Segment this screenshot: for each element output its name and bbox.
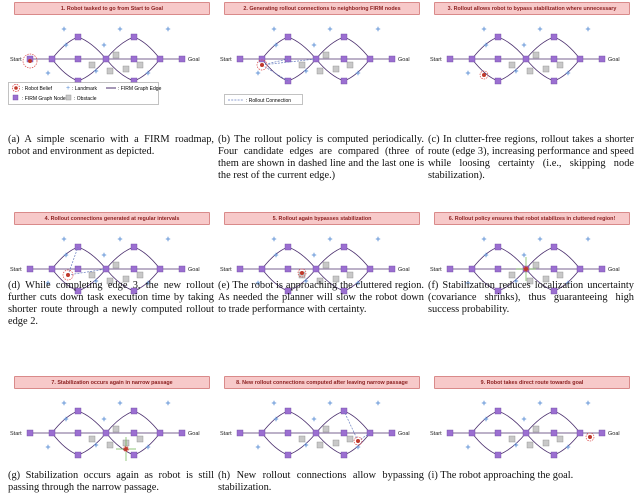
firm-graph-b — [218, 15, 424, 93]
firm-graph-node — [367, 266, 373, 272]
firm-graph-node — [103, 56, 109, 62]
panel-banner: 8. New rollout connections computed after leaving narrow passage — [224, 376, 420, 389]
firm-graph-node — [259, 56, 265, 62]
rollout-legend — [224, 94, 304, 106]
firm-graph-node — [103, 430, 109, 436]
firm-graph-node — [49, 430, 55, 436]
firm-graph-node — [495, 34, 501, 40]
firm-graph-edge — [288, 411, 316, 433]
firm-graph-node — [131, 56, 137, 62]
firm-graph-node — [341, 452, 347, 458]
firm-graph-edge — [316, 37, 344, 59]
firm-graph-edge — [262, 433, 288, 455]
goal-label: Goal — [608, 267, 620, 273]
legend-firm-edge: : FIRM Graph Edge — [118, 86, 162, 92]
goal-label: Goal — [188, 57, 200, 63]
obstacle — [323, 52, 329, 58]
robot-icon — [260, 63, 264, 67]
firm-graph-node — [469, 266, 475, 272]
firm-graph-node — [131, 430, 137, 436]
firm-graph-node — [313, 266, 319, 272]
firm-graph-node — [599, 430, 605, 436]
firm-graph-i — [428, 389, 634, 467]
obstacle — [137, 272, 143, 278]
panel-banner: 1. Robot tasked to go from Start to Goal — [14, 2, 210, 15]
panel-banner: 2. Generating rollout connections to neighboring FIRM nodes — [224, 2, 420, 15]
firm-graph-edge — [78, 37, 106, 59]
firm-graph-node — [131, 244, 137, 250]
firm-graph-node — [551, 244, 557, 250]
firm-graph-edge — [472, 247, 498, 269]
firm-graph-edge — [106, 37, 134, 59]
legend-robot-belief: : Robot Belief — [22, 86, 53, 92]
panel-banner: 4. Rollout connections generated at regular intervals — [14, 212, 210, 225]
firm-graph-edge — [52, 37, 78, 59]
firm-graph-node — [577, 430, 583, 436]
firm-graph-node — [341, 266, 347, 272]
obstacle — [123, 66, 129, 72]
firm-graph-edge — [498, 411, 526, 433]
firm-graph-node — [285, 430, 291, 436]
firm-graph-node — [285, 266, 291, 272]
start-label: Start — [430, 267, 442, 273]
firm-graph-node — [599, 266, 605, 272]
panel-banner: 6. Rollout policy ensures that robot stabilizes in cluttered region! — [434, 212, 630, 225]
firm-graph-node — [285, 244, 291, 250]
firm-graph-node — [495, 78, 501, 84]
panel-banner: 9. Robot takes direct route towards goal — [434, 376, 630, 389]
firm-graph-node — [75, 452, 81, 458]
obstacle — [299, 62, 305, 68]
obstacle — [347, 272, 353, 278]
firm-graph-node — [49, 266, 55, 272]
firm-graph-node — [389, 430, 395, 436]
firm-graph-node — [469, 56, 475, 62]
obstacle — [347, 436, 353, 442]
firm-graph-node — [259, 266, 265, 272]
firm-graph-node — [551, 56, 557, 62]
panel-caption: (i) The robot approaching the goal. — [428, 470, 574, 481]
firm-graph-node — [551, 430, 557, 436]
start-label: Start — [10, 431, 22, 437]
firm-graph-node — [341, 244, 347, 250]
firm-graph-node — [179, 56, 185, 62]
firm-graph-edge — [78, 247, 106, 269]
firm-graph-node — [447, 56, 453, 62]
obstacle — [89, 436, 95, 442]
firm-graph-node — [495, 56, 501, 62]
firm-graph-node — [285, 34, 291, 40]
obstacle — [89, 272, 95, 278]
obstacle — [533, 426, 539, 432]
firm-graph-edge — [554, 37, 580, 59]
start-label: Start — [10, 57, 22, 63]
obstacle — [543, 66, 549, 72]
firm-graph-node — [131, 266, 137, 272]
firm-graph-edge — [52, 433, 78, 455]
firm-graph-edge — [344, 411, 370, 433]
firm-graph-node — [389, 56, 395, 62]
firm-graph-edge — [262, 37, 288, 59]
robot-icon — [124, 447, 128, 451]
obstacle — [557, 436, 563, 442]
goal-label: Goal — [398, 267, 410, 273]
obstacle — [107, 68, 113, 74]
rollout-connection — [68, 269, 106, 275]
obstacle — [333, 440, 339, 446]
panel-caption: (h) New rollout connections allow bypassing stabilization. — [218, 470, 424, 493]
start-label: Start — [430, 431, 442, 437]
legend-obstacle: : Obstacle — [74, 96, 97, 102]
robot-icon — [28, 59, 32, 63]
firm-graph-edge — [526, 37, 554, 59]
firm-graph-node — [131, 408, 137, 414]
panel-banner: 3. Rollout allows robot to bypass stabilization where unnecessary — [434, 2, 630, 15]
firm-graph-node — [49, 56, 55, 62]
firm-graph-edge — [526, 247, 554, 269]
firm-graph-node — [389, 266, 395, 272]
firm-graph-node — [523, 56, 529, 62]
firm-graph-edge — [52, 411, 78, 433]
firm-graph-node — [75, 430, 81, 436]
robot-icon — [588, 435, 592, 439]
firm-graph-node — [577, 266, 583, 272]
obstacle — [509, 272, 515, 278]
firm-graph-node — [495, 452, 501, 458]
firm-graph-node — [285, 408, 291, 414]
legend-firm-node: : FIRM Graph Node — [22, 96, 66, 102]
firm-graph-node — [75, 266, 81, 272]
firm-graph-node — [495, 408, 501, 414]
panel-caption: (c) In clutter-free regions, rollout takes a shorter route (edge 3), increasing performance and speed while loosing certainty (i.e., skipping node stabilization). — [428, 134, 634, 181]
firm-graph-edge — [106, 411, 134, 433]
panel-caption: (d) While completing edge 3, the new rollout further cuts down task execution time by taking shorter route through a newly computed rollout edge 2. — [8, 280, 214, 327]
firm-graph-edge — [106, 247, 134, 269]
firm-graph-node — [75, 408, 81, 414]
start-label: Start — [10, 267, 22, 273]
firm-graph-edge — [134, 411, 160, 433]
firm-graph-edge — [498, 247, 526, 269]
firm-graph-edge — [316, 247, 344, 269]
goal-label: Goal — [608, 57, 620, 63]
panel-banner: 5. Rollout again bypasses stabilization — [224, 212, 420, 225]
obstacle — [317, 442, 323, 448]
start-label: Start — [430, 57, 442, 63]
obstacle — [557, 272, 563, 278]
firm-graph-edge — [262, 411, 288, 433]
firm-graph-node — [157, 430, 163, 436]
firm-graph-node — [131, 452, 137, 458]
panel-banner: 7. Stabilization occurs again in narrow passage — [14, 376, 210, 389]
firm-graph-edge — [134, 37, 160, 59]
firm-graph-h — [218, 389, 424, 467]
firm-graph-node — [551, 408, 557, 414]
firm-graph-edge — [52, 59, 78, 81]
firm-graph-node — [523, 430, 529, 436]
firm-graph-edge — [498, 37, 526, 59]
firm-graph-node — [367, 56, 373, 62]
panel-caption: (f) Stabilization reduces localization uncertainty (covariance shrinks), thus guaranteeing high success probability. — [428, 280, 634, 315]
firm-graph-edge — [472, 433, 498, 455]
landmark-icon: + — [66, 85, 71, 92]
firm-graph-node — [341, 34, 347, 40]
firm-graph-edge — [288, 37, 316, 59]
firm-graph-node — [577, 56, 583, 62]
robot-icon — [524, 267, 528, 271]
firm-graph-node — [237, 266, 243, 272]
obstacle — [323, 426, 329, 432]
panel-caption: (e) The robot is approaching the cluttered region. As needed the planner will slow the robot down to trade performance with certainty. — [218, 280, 424, 315]
firm-graph-node — [27, 266, 33, 272]
firm-graph-edge — [472, 37, 498, 59]
firm-graph-node — [341, 78, 347, 84]
obstacle — [527, 442, 533, 448]
rollout-connection — [262, 59, 288, 65]
firm-graph-edge — [472, 411, 498, 433]
obstacle — [557, 62, 563, 68]
firm-graph-node — [447, 430, 453, 436]
start-label: Start — [220, 431, 232, 437]
robot-icon — [66, 273, 70, 277]
firm-graph-node — [237, 56, 243, 62]
start-label: Start — [220, 267, 232, 273]
obstacle — [317, 68, 323, 74]
robot-icon — [300, 271, 304, 275]
obstacle — [107, 442, 113, 448]
legend-rollout: : Rollout Connection — [246, 98, 292, 104]
firm-graph-node — [341, 430, 347, 436]
goal-label: Goal — [398, 57, 410, 63]
obstacle — [509, 436, 515, 442]
obstacle — [347, 62, 353, 68]
obstacle — [543, 440, 549, 446]
panel-caption: (a) A simple scenario with a FIRM roadmap, robot and environment as depicted. — [8, 134, 214, 157]
obstacle — [533, 262, 539, 268]
goal-label: Goal — [398, 431, 410, 437]
goal-label: Goal — [608, 431, 620, 437]
firm-graph-edge — [554, 411, 580, 433]
firm-graph-edge — [554, 247, 580, 269]
obstacle — [89, 62, 95, 68]
firm-graph-node — [495, 266, 501, 272]
firm-graph-edge — [344, 247, 370, 269]
obstacle — [533, 52, 539, 58]
obstacle-icon — [66, 95, 71, 100]
obstacle — [113, 52, 119, 58]
obstacle — [113, 426, 119, 432]
firm-graph-edge — [288, 247, 316, 269]
firm-graph-node — [599, 56, 605, 62]
firm-graph-node — [75, 34, 81, 40]
firm-graph-node — [495, 430, 501, 436]
firm-graph-g — [8, 389, 214, 467]
firm-graph-node — [259, 430, 265, 436]
firm-graph-node — [157, 266, 163, 272]
legend — [8, 82, 214, 118]
firm-graph-node — [447, 266, 453, 272]
firm-graph-edge — [134, 247, 160, 269]
robot-icon — [356, 439, 360, 443]
firm-graph-edge — [262, 247, 288, 269]
firm-graph-node — [551, 34, 557, 40]
panel-caption: (b) The rollout policy is computed periodically. Four candidate edges are compared (three of them are shown in dashed line and the last one is the rest of the current edge.) — [218, 134, 424, 181]
robot-dot-icon — [14, 86, 18, 90]
start-label: Start — [220, 57, 232, 63]
obstacle — [113, 262, 119, 268]
robot-icon — [482, 73, 486, 77]
firm-graph-node — [551, 266, 557, 272]
firm-graph-node — [75, 56, 81, 62]
obstacle — [323, 262, 329, 268]
firm-graph-node — [495, 244, 501, 250]
firm-graph-node — [157, 56, 163, 62]
obstacle — [509, 62, 515, 68]
firm-graph-node — [285, 452, 291, 458]
firm-graph-node — [469, 430, 475, 436]
legend-landmark: : Landmark — [72, 86, 98, 92]
firm-graph-c — [428, 15, 634, 93]
firm-graph-node — [551, 78, 557, 84]
firm-graph-node — [131, 34, 137, 40]
obstacle — [137, 436, 143, 442]
firm-graph-edge — [52, 247, 78, 269]
firm-graph-node — [551, 452, 557, 458]
firm-graph-edge — [472, 59, 498, 81]
obstacle — [527, 68, 533, 74]
goal-label: Goal — [188, 267, 200, 273]
obstacle — [299, 436, 305, 442]
firm-graph-node — [237, 430, 243, 436]
firm-graph-edge — [526, 411, 554, 433]
panel-caption: (g) Stabilization occurs again as robot is still passing through the narrow passage. — [8, 470, 214, 493]
firm-graph-node — [341, 56, 347, 62]
firm-graph-node — [313, 430, 319, 436]
firm-graph-node — [27, 430, 33, 436]
obstacle — [137, 62, 143, 68]
firm-graph-edge — [344, 37, 370, 59]
obstacle — [333, 66, 339, 72]
goal-label: Goal — [188, 431, 200, 437]
firm-node-icon — [13, 95, 18, 100]
firm-graph-edge — [78, 411, 106, 433]
firm-graph-node — [179, 430, 185, 436]
firm-graph-node — [179, 266, 185, 272]
firm-graph-edge — [316, 411, 344, 433]
